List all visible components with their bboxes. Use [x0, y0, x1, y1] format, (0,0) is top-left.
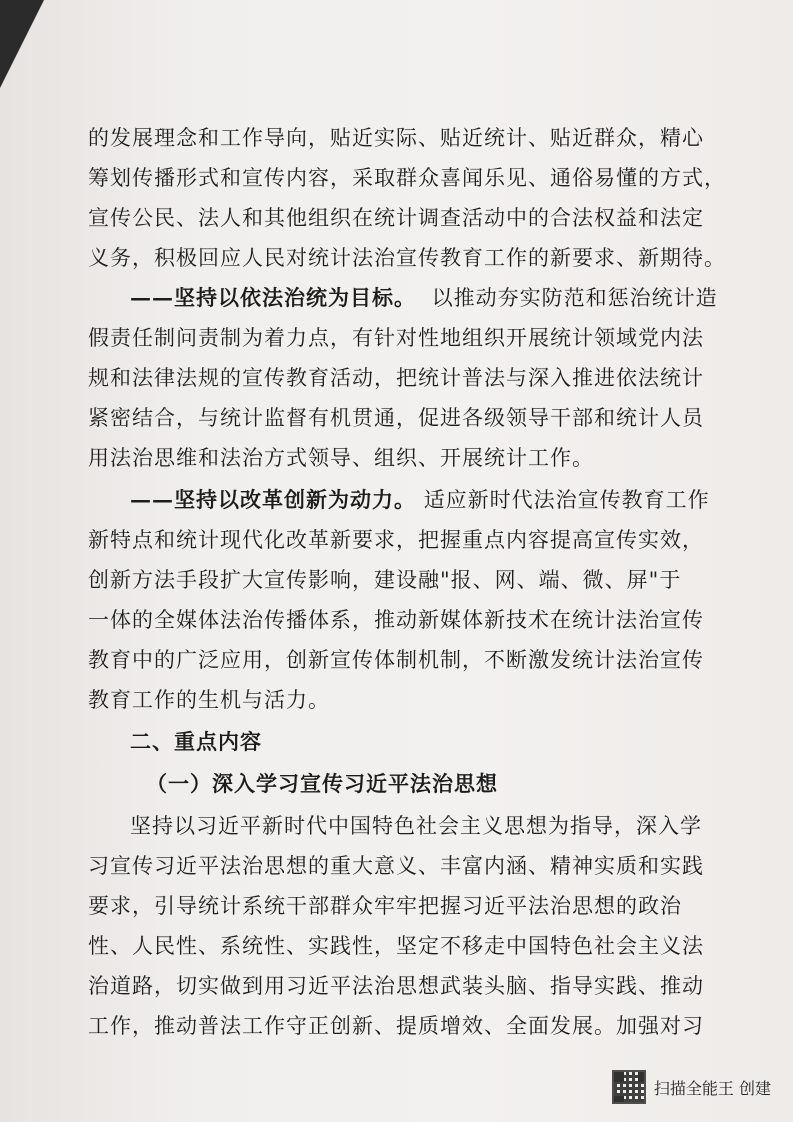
paragraph-line: 宣传公民、法人和其他组织在统计调查活动中的合法权益和法定: [88, 206, 704, 230]
page-corner-shadow: [0, 0, 44, 88]
qr-code-icon: [612, 1070, 646, 1104]
paragraph-line: 筹划传播形式和宣传内容，采取群众喜闻乐见、通俗易懂的方式，: [88, 166, 726, 190]
section-heading: 二、重点内容: [130, 729, 262, 754]
paragraph-line: 坚持以习近平新时代中国特色社会主义思想为指导，深入学: [130, 814, 702, 838]
paragraph-line: 性、人民性、系统性、实践性，坚定不移走中国特色社会主义法: [88, 934, 704, 958]
bold-lead-rule-of-law: ——坚持以依法治统为目标。: [130, 285, 416, 310]
watermark-text: 扫描全能王 创建: [653, 1078, 771, 1098]
paragraph-line: 紧密结合，与统计监督有机贯通，促进各级领导干部和统计人员: [88, 406, 704, 430]
paragraph-line: 的发展理念和工作导向，贴近实际、贴近统计、贴近群众，精心: [88, 126, 704, 150]
paragraph-line: 新特点和统计现代化改革新要求，把握重点内容提高宣传实效，: [88, 528, 704, 552]
subsection-heading: （一）深入学习宣传习近平法治思想: [146, 771, 498, 796]
paragraph-line: 要求，引导统计系统干部群众牢牢把握习近平法治思想的政治: [88, 894, 682, 918]
paragraph-line: 假责任制问责制为着力点，有针对性地组织开展统计领域党内法: [88, 326, 704, 350]
paragraph-line: 教育中的广泛应用，创新宣传体制机制，不断激发统计法治宣传: [88, 648, 704, 672]
paragraph-line: 用法治思维和法治方式领导、组织、开展统计工作。: [88, 446, 594, 470]
paragraph-line: 习宣传习近平法治思想的重大意义、丰富内涵、精神实质和实践: [88, 854, 704, 878]
paragraph-line-with-lead: [130, 278, 718, 318]
paragraph-line: 一体的全媒体法治传播体系，推动新媒体新技术在统计法治宣传: [88, 608, 704, 632]
paragraph-line: 工作，推动普法工作守正创新、提质增效、全面发展。加强对习: [88, 1014, 704, 1038]
paragraph-text: 适应新时代法治宣传教育工作: [423, 488, 710, 512]
paragraph-line: 义务，积极回应人民对统计法治宣传教育工作的新要求、新期待。: [88, 246, 726, 270]
paragraph-line: 治道路，切实做到用习近平法治思想武装头脑、指导实践、推动: [88, 974, 704, 998]
bold-lead-reform-innovation: ——坚持以改革创新为动力。: [130, 487, 416, 512]
paragraph-line: 教育工作的生机与活力。: [88, 688, 330, 712]
paragraph-line: 规和法律法规的宣传教育活动，把统计普法与深入推进依法统计: [88, 366, 704, 390]
scanner-watermark: [612, 1070, 771, 1104]
paragraph-text: 以推动夯实防范和惩治统计造: [431, 286, 718, 310]
paragraph-line-with-lead: [130, 480, 710, 520]
paragraph-line: 创新方法手段扩大宣传影响，建设融"报、网、端、微、屏"于: [88, 568, 682, 592]
